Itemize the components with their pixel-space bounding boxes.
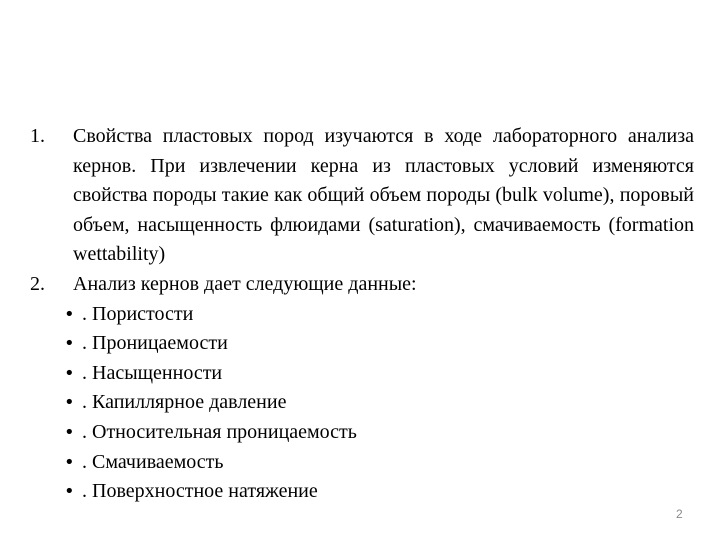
item-number: 1. — [30, 125, 45, 147]
page-number: 2 — [676, 507, 683, 521]
list-item-text: . Проницаемости — [82, 332, 228, 355]
numbered-item-2 — [30, 270, 694, 300]
bullet-icon: • — [64, 303, 75, 325]
data-list — [30, 300, 694, 507]
bullet-icon: • — [64, 451, 75, 473]
list-item-text: . Смачиваемость — [82, 450, 224, 473]
bullet-icon: • — [64, 392, 75, 414]
bullet-icon: • — [64, 481, 75, 503]
list-item-text: . Относительная проницаемость — [82, 420, 357, 443]
list-item — [30, 359, 694, 389]
item-number: 2. — [30, 272, 45, 295]
list-item-text: . Поверхностное натяжение — [82, 480, 318, 503]
list-item-text: . Пористости — [82, 302, 194, 325]
bullet-icon: • — [64, 421, 75, 443]
slide-content — [30, 122, 694, 507]
list-item-text: . Капиллярное давление — [82, 391, 287, 414]
list-item — [30, 300, 694, 330]
item-text: Анализ кернов дает следующие данные: — [73, 272, 417, 295]
numbered-item-1 — [30, 122, 694, 270]
bullet-icon: • — [64, 333, 75, 355]
list-item — [30, 448, 694, 478]
list-item — [30, 388, 694, 418]
item-text: Свойства пластовых пород изучаются в ходе лабораторного анализа кернов. При извлечении керна из пластовых условий изменяются свойства породы такие как общий объем породы (bulk volume), поровый объем, насыщенность флюидами (saturation), смачиваемость (formation wettability) — [73, 125, 694, 266]
list-item-text: . Насыщенности — [82, 361, 223, 384]
bullet-icon: • — [64, 362, 75, 384]
list-item — [30, 477, 694, 507]
list-item — [30, 418, 694, 448]
list-item — [30, 329, 694, 359]
